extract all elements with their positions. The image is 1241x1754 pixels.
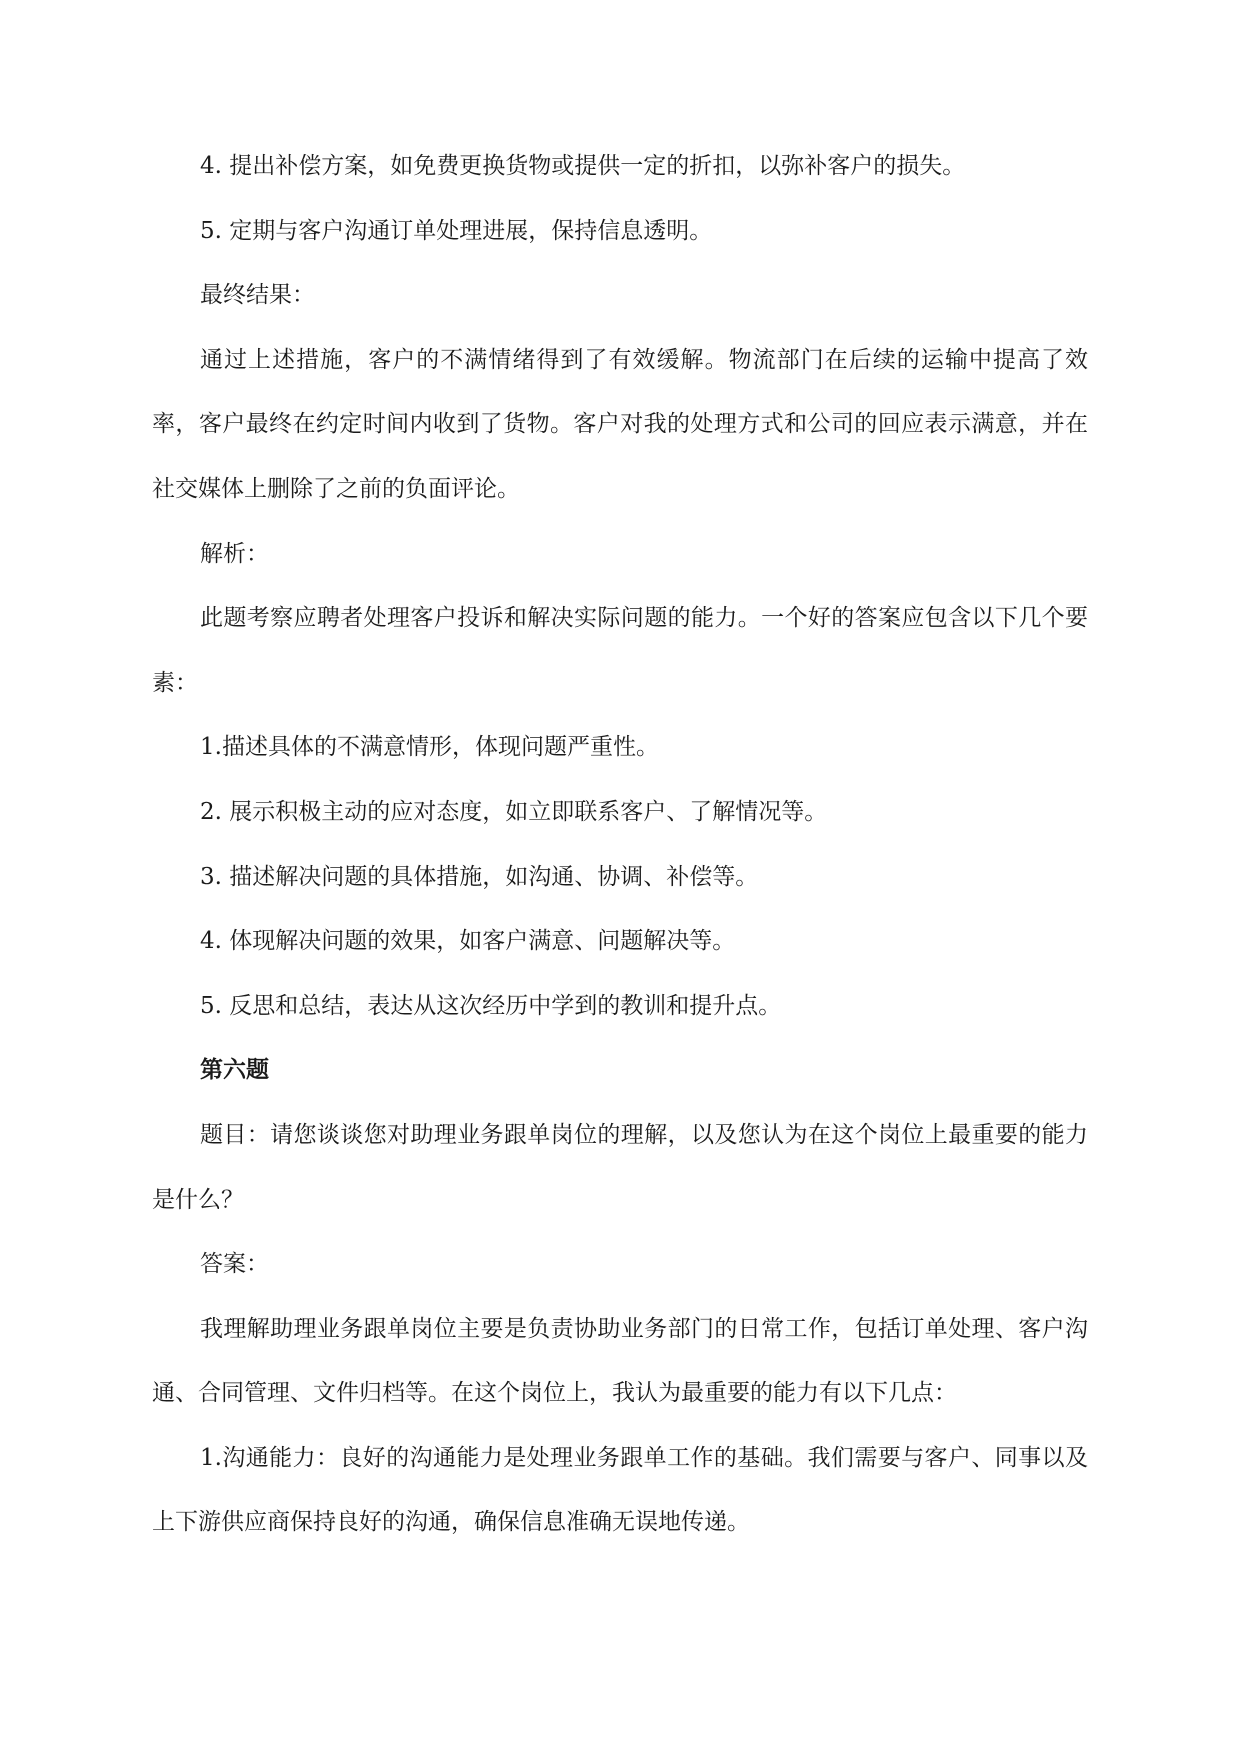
paragraph-answer: 我理解助理业务跟单岗位主要是负责协助业务部门的日常工作，包括订单处理、客户沟通、合同管理、文件归档等。在这个岗位上，我认为最重要的能力有以下几点： (152, 1315, 1088, 1407)
paragraph-question: 题目：请您谈谈您对助理业务跟单岗位的理解，以及您认为在这个岗位上最重要的能力是什么？ (152, 1121, 1088, 1213)
section-heading: 第六题 (200, 1056, 269, 1084)
paragraph-analysis: 此题考察应聘者处理客户投诉和解决实际问题的能力。一个好的答案应包含以下几个要素： (152, 605, 1088, 696)
document-page (152, 134, 1088, 1555)
paragraph-final-result: 通过上述措施，客户的不满情绪得到了有效缓解。物流部门在后续的运输中提高了效率，客户最终在约定时间内收到了货物。客户对我的处理方式和公司的回应表示满意，并在社交媒体上删除了之前的负面评论。 (152, 346, 1088, 502)
paragraph-final-result-label: 最终结果： (200, 282, 315, 309)
paragraph-item-5: 5. 定期与客户沟通订单处理进展，保持信息透明。 (200, 217, 713, 244)
paragraph-element-3: 3. 描述解决问题的具体措施，如沟通、协调、补偿等。 (200, 863, 759, 890)
paragraph-analysis-label: 解析： (200, 540, 269, 567)
paragraph-element-4: 4. 体现解决问题的效果，如客户满意、问题解决等。 (200, 928, 736, 955)
paragraph-ability-1: 1.沟通能力：良好的沟通能力是处理业务跟单工作的基础。我们需要与客户、同事以及上下游供应商保持良好的沟通，确保信息准确无误地传递。 (152, 1444, 1088, 1536)
paragraph-answer-label: 答案： (200, 1251, 269, 1278)
paragraph-element-1: 1.描述具体的不满意情形，体现问题严重性。 (200, 734, 659, 761)
paragraph-item-4: 4. 提出补偿方案，如免费更换货物或提供一定的折扣，以弥补客户的损失。 (200, 153, 966, 179)
paragraph-element-5: 5. 反思和总结，表达从这次经历中学到的教训和提升点。 (200, 992, 782, 1019)
paragraph-element-2: 2. 展示积极主动的应对态度，如立即联系客户、了解情况等。 (200, 798, 828, 825)
